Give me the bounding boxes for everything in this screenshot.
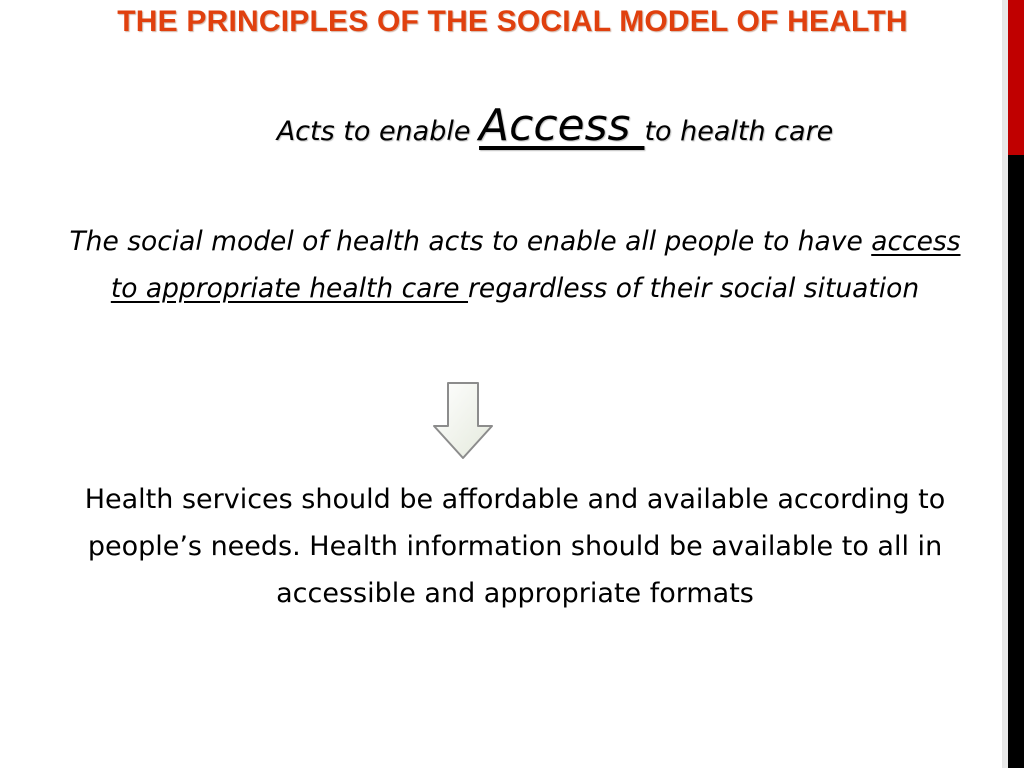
subtitle-emphasis-text: Access <box>479 100 645 151</box>
paragraph1-text-start: The social model of health acts to enable all people to have <box>69 226 872 257</box>
slide-edge-black-bar <box>1008 155 1024 768</box>
subtitle-trail-text: to health care <box>644 116 834 147</box>
slide-subtitle <box>160 100 950 151</box>
slide-title: THE PRINCIPLES OF THE SOCIAL MODEL OF HEALTH <box>117 5 908 38</box>
subtitle-lead-text: Acts to enable <box>276 116 480 147</box>
health-services-paragraph: Health services should be affordable and available according to people’s needs. Health information should be available to all in accessible and appropriate formats <box>84 484 946 609</box>
slide-edge-red-bar <box>1008 0 1024 155</box>
down-arrow-icon <box>430 380 496 462</box>
paragraph1-text-end: regardless of their social situation <box>468 273 920 304</box>
paragraph1-underlined-text: access to appropriate health care <box>110 226 961 304</box>
social-model-paragraph <box>60 218 970 312</box>
